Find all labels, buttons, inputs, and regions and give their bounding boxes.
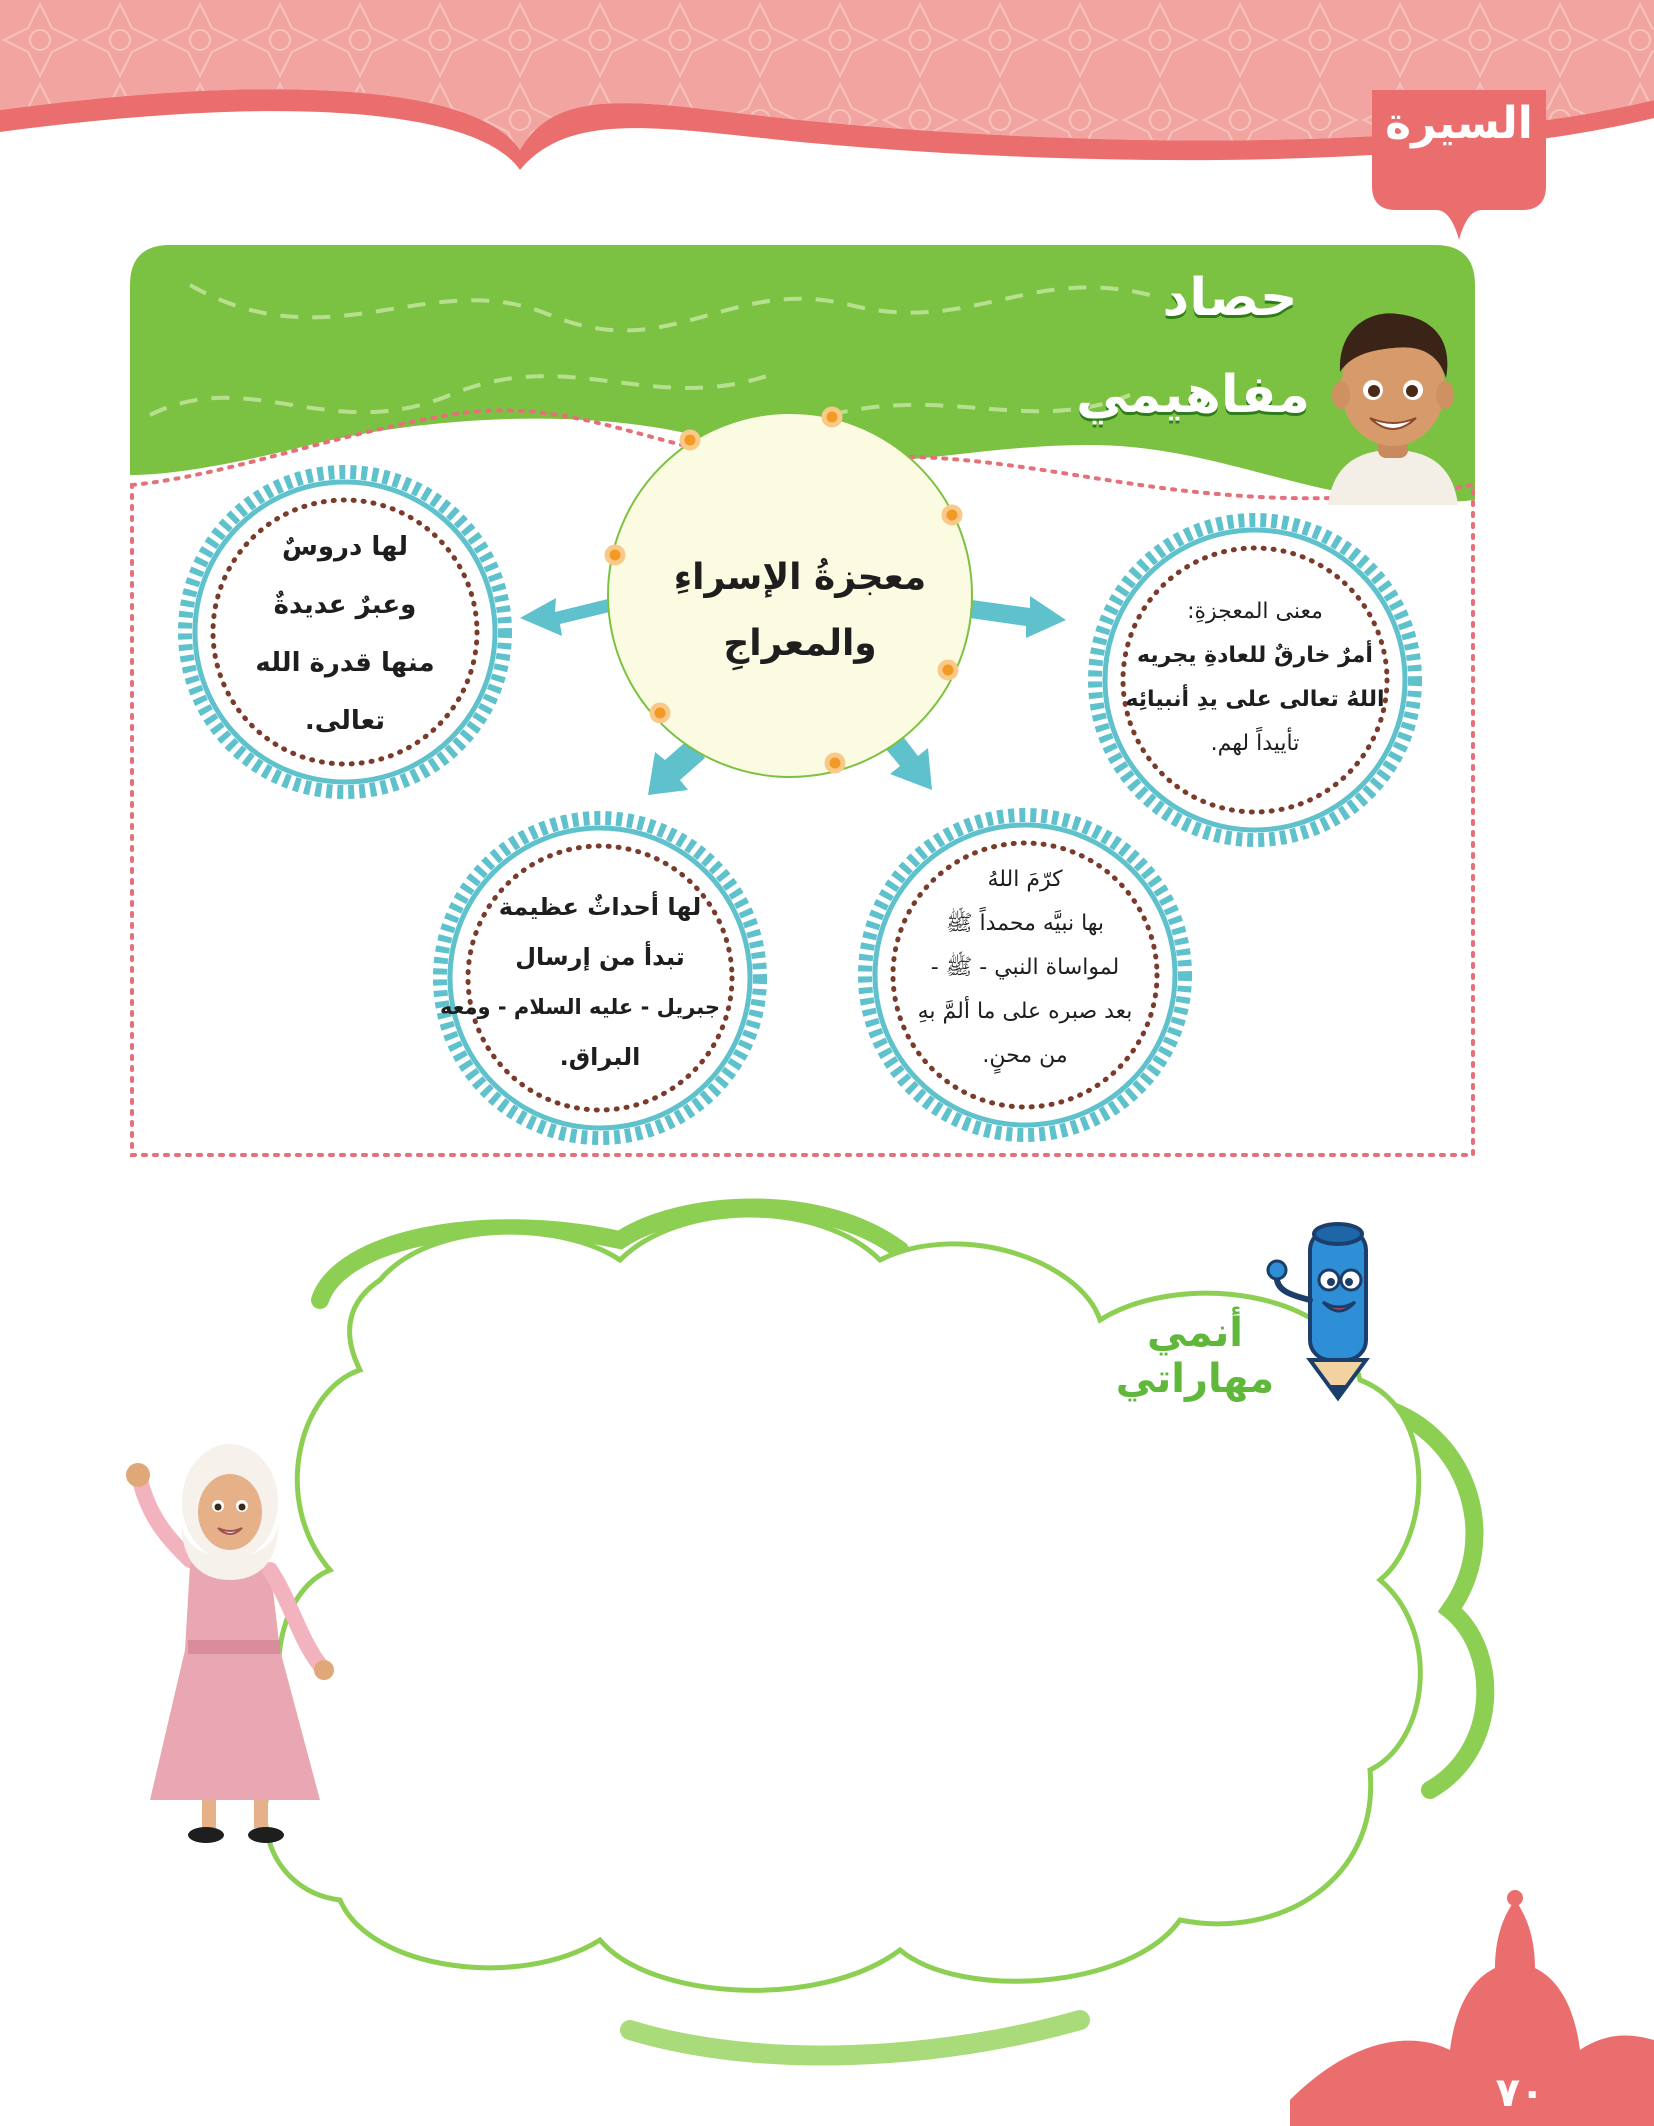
bubble-left-line: لها دروسٌ	[281, 532, 409, 562]
bubble-bottom-right-line: من محنٍ.	[982, 1043, 1068, 1068]
concept-map-title-line2: مفاهيمي	[1076, 365, 1310, 425]
bubble-left-line: وعبرٌ عديدةٌ	[273, 590, 417, 620]
bubble-right-text	[1125, 590, 1385, 766]
pencil-mascot-icon	[1265, 1220, 1395, 1400]
bubble-bottom-right-text	[905, 858, 1145, 1078]
bubble-left-line: منها قدرة الله	[255, 648, 435, 678]
bubble-left-line: تعالى.	[304, 706, 386, 736]
concept-map-title-line1: حصاد	[1162, 268, 1298, 328]
bubble-bottom-right-line: كرّمَ اللهُ	[987, 867, 1063, 892]
skills-title-line2: مهاراتي	[1115, 1356, 1275, 1402]
skills-title-line1: أنمي	[1146, 1310, 1243, 1356]
bubble-left-text	[235, 518, 455, 750]
bubble-right-line: تأييداً لهم.	[1210, 731, 1300, 756]
bubble-right-line: معنى المعجزةِ:	[1187, 599, 1323, 624]
center-line2: والمعراجِ	[723, 623, 877, 664]
section-title: السيرة	[1385, 98, 1533, 149]
bubble-bottom-left-line: جبريل - عليه السلام - ومعه	[439, 995, 720, 1019]
bubble-bottom-left-line: تبدأ من إرسال	[515, 943, 685, 971]
bubble-bottom-left-line: البراق.	[559, 1043, 641, 1071]
center-line1: معجزةُ الإسراءِ	[673, 557, 927, 598]
bubble-right-line: أمرٌ خارقٌ للعادةِ يجريه	[1137, 643, 1373, 668]
page-number: ٧٠	[1495, 2070, 1545, 2116]
bubble-bottom-left-line: لها أحداثٌ عظيمة	[498, 893, 702, 921]
bubble-bottom-right-line: بها نبيَّه محمداً ﷺ	[945, 911, 1105, 936]
bubble-bottom-right-line: بعد صبره على ما ألمَّ بهِ	[917, 999, 1133, 1024]
bubble-bottom-left-text	[439, 882, 720, 1082]
bubble-bottom-right-line: لمواساة النبي - ﷺ -	[930, 955, 1120, 980]
girl-character-illustration	[120, 1440, 370, 1845]
bubble-right-line: اللهُ تعالى على يدِ أنبيائِه	[1125, 687, 1385, 712]
